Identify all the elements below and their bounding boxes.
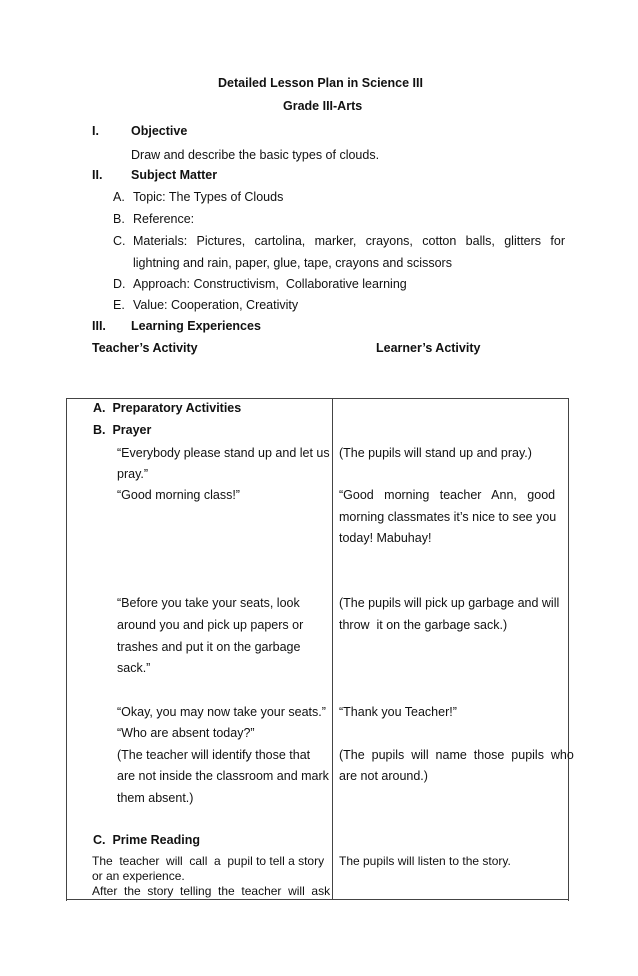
subject-item-materials: Materials: Pictures, cartolina, marker, crayons, cotton balls, glitters for xyxy=(133,234,565,248)
learner-greeting-line: today! Mabuhay! xyxy=(339,531,432,545)
teacher-greeting: “Good morning class!” xyxy=(117,488,240,502)
teacher-activity-header: Teacher’s Activity xyxy=(92,341,198,355)
objective-heading: Objective xyxy=(131,124,188,138)
teacher-identify-line: are not inside the classroom and mark xyxy=(117,769,329,783)
prime-reading-heading: C. Prime Reading xyxy=(93,833,200,847)
teacher-seats-line: sack.” xyxy=(117,661,151,675)
teacher-prayer-line: “Everybody please stand up and let us xyxy=(117,446,330,460)
teacher-seats-line: “Before you take your seats, look xyxy=(117,596,300,610)
prayer-heading: B. Prayer xyxy=(93,423,152,437)
preparatory-heading: A. Preparatory Activities xyxy=(93,401,242,415)
teacher-okay: “Okay, you may now take your seats.” xyxy=(117,705,326,719)
learner-greeting-line: morning classmates it’s nice to see you xyxy=(339,510,557,524)
teacher-seats-line: around you and pick up papers or xyxy=(117,618,304,632)
learner-seats-line: throw it on the garbage sack.) xyxy=(339,618,508,632)
subject-item-materials-cont: lightning and rain, paper, glue, tape, crayons and scissors xyxy=(133,256,452,270)
learner-activity-header: Learner’s Activity xyxy=(376,341,481,355)
learner-prayer: (The pupils will stand up and pray.) xyxy=(339,446,532,460)
page-title: Detailed Lesson Plan in Science III xyxy=(218,76,423,90)
table-bottom-border xyxy=(66,899,569,900)
learner-greeting-line: “Good morning teacher Ann, good xyxy=(339,488,556,502)
teacher-prayer-line: pray.” xyxy=(117,467,149,481)
teacher-prime-line: After the story telling the teacher will ask xyxy=(92,884,331,898)
objective-number: I. xyxy=(92,124,99,138)
learner-identify-line: are not around.) xyxy=(339,769,428,783)
subject-heading: Subject Matter xyxy=(131,168,218,182)
subject-item-topic: Topic: The Types of Clouds xyxy=(133,190,284,204)
learning-heading: Learning Experiences xyxy=(131,319,261,333)
subject-item-reference: Reference: xyxy=(133,212,195,226)
objective-text: Draw and describe the basic types of clouds. xyxy=(131,148,380,162)
grade-label: Grade III-Arts xyxy=(283,99,363,113)
table-column-divider xyxy=(332,398,333,900)
teacher-identify-line: them absent.) xyxy=(117,791,194,805)
subject-item-letter: A. xyxy=(113,190,125,204)
subject-number: II. xyxy=(92,168,103,182)
subject-item-value: Value: Cooperation, Creativity xyxy=(133,298,299,312)
subject-item-letter: E. xyxy=(113,298,125,312)
teacher-absent: “Who are absent today?” xyxy=(117,726,255,740)
subject-item-letter: B. xyxy=(113,212,125,226)
subject-item-letter: D. xyxy=(113,277,126,291)
teacher-identify-line: (The teacher will identify those that xyxy=(117,748,311,762)
learner-seats-line: (The pupils will pick up garbage and will xyxy=(339,596,560,610)
learner-identify-line: (The pupils will name those pupils who xyxy=(339,748,574,762)
learner-thanks: “Thank you Teacher!” xyxy=(339,705,457,719)
teacher-prime-line: The teacher will call a pupil to tell a story xyxy=(92,854,325,868)
subject-item-approach: Approach: Constructivism, Collaborative learning xyxy=(133,277,407,291)
subject-item-letter: C. xyxy=(113,234,126,248)
teacher-seats-line: trashes and put it on the garbage xyxy=(117,640,301,654)
teacher-prime-line: or an experience. xyxy=(92,869,185,883)
learner-prime: The pupils will listen to the story. xyxy=(339,854,511,868)
learning-number: III. xyxy=(92,319,106,333)
